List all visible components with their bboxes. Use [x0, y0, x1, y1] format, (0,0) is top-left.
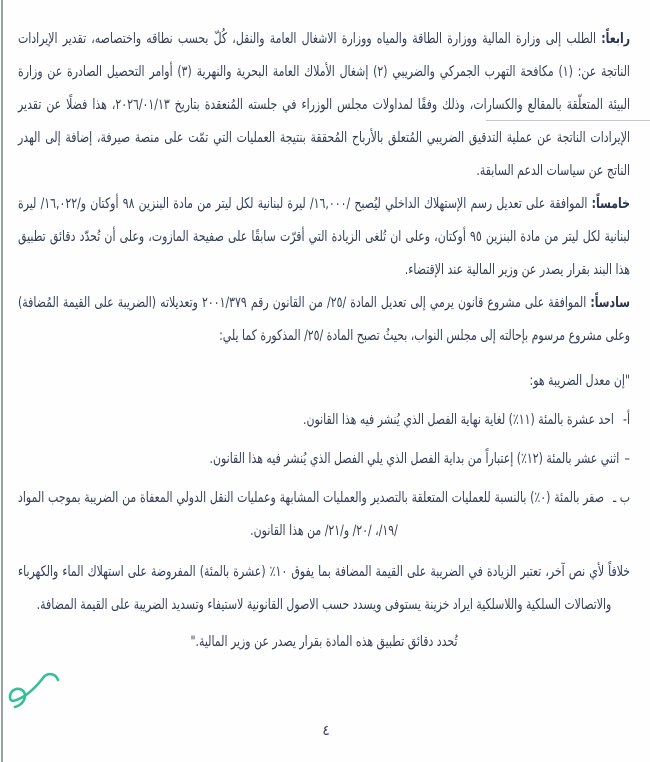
clause-sixth-text: الموافقة على مشروع قانون يرمي إلى تعديل المادة /٢٥/ من القانون رقم ٢٠٠١/٣٧٩ وتعديلاته (الضريبة على القيمة المُضافة) وعلى مشروع مرسوم بإحالته إلى مجلس النواب، بحيثُ تصبح المادة /٢٥/ المذكورة كما يلي: [17, 295, 630, 344]
rate-item-b [18, 482, 630, 548]
clause-fourth-text: الطلب إلى وزارة المالية ووزارة الطاقة والمياه ووزارة الاشغال العامة والنقل، كُلّ بحسب نطاقه واختصاصه، تقدير الإيرادات الناتجة عن: (١) مكافحة التهرب الجمركي والضريبي (٢) إشغال الأملاك العامة البحرية والنهرية (٣) أوامر التحصيل الصادرة عن وزارة البيئة المتعلّقة بالمقالع والكسارات، وذلك وفقًا لمداولات مجلس الوزراء في جلسته المُنعقدة بتاريخ ٢٠٢٦/٠١/١٣، هذا فضلًا عن تقدير الإيرادات الناتجة عن عملية التدقيق الضريبي المُتعلق بالأرباح المُحققة بنتيجة العمليات التي تمّت على منصة صيرفة، إضافة إلى الهدر الناتج عن سياسات الدعم السابقة. [17, 31, 630, 179]
clause-sixth [18, 287, 630, 353]
scan-underline-artifact [486, 120, 650, 121]
rate-item-b-text: صفر بالمئة (٠٪) بالنسبة للعمليات المتعلقة بالتصدير والعمليات المشابهة وعمليات النقل الدولي المعفاة من الضريبة بموجب المواد /١٩/، /٢٠/ و/٢١/ من هذا القانون. [17, 490, 604, 539]
rate-item-a-marker: أ- [623, 412, 630, 428]
page-number: ٤ [322, 723, 330, 739]
clause-sixth-label: سادساً: [590, 295, 631, 311]
rate-item-dash-marker: – [624, 451, 630, 467]
clause-fourth [18, 23, 630, 188]
signature-squiggle [6, 667, 64, 717]
clause-fourth-label: رابعاً: [601, 31, 631, 47]
rate-item-a [18, 404, 630, 437]
document-content [18, 23, 630, 659]
clause-fifth-label: خامساً: [591, 196, 631, 212]
rate-item-a-text: احد عشرة بالمئة (١١٪) لغاية نهاية الفصل الذي يُنشر فيه هذا القانون. [302, 412, 614, 428]
vat-override-paragraph: خلافاً لأي نص آخر، تعتبر الزيادة في الضريبة على القيمة المضافة بما يفوق ١٠٪ (عشرة بالمئة) المفروضة على استهلاك الماء والكهرباء والاتصالات السلكية واللاسلكية ايراد خزينة يستوفى ويسدد حسب الاصول القانونية لاستيفاء وتسديد الضريبة على القيمة المضافة. [17, 564, 630, 613]
scan-edge-line [1, 0, 3, 762]
clause-fifth-text: الموافقة على تعديل رسم الإستهلاك الداخلي ليُصبح /١٦,٠٠٠/ ليرة لبنانية لكل ليتر من مادة البنزين ٩٨ أوكتان و/١٦,٠٢٢/ ليرة لبنانية لكل ليتر من مادة البنزين ٩٥ أوكتان، وعلى ان تُلغى الزيادة التي أقرّت سابقًا على صفيحة المازوت، وعلى أن تُحدّد دقائق تطبيق هذا البند بقرار يصدر عن وزير المالية عند الإقتضاء. [17, 196, 630, 278]
clause-fifth [18, 188, 630, 287]
rate-item-b-marker: ب ـ [613, 490, 630, 506]
rate-item-dash [18, 443, 630, 476]
tax-rate-intro: "إن معدل الضريبة هو: [529, 373, 630, 389]
closing-line: تُحدد دقائق تطبيق هذه المادة بقرار يصدر عن وزير المالية." [190, 634, 458, 650]
rate-item-dash-text: اثني عشر بالمئة (١٢٪) إعتباراً من بداية الفصل الذي يلي الفصل الذي يُنشر فيه هذا القانون. [209, 451, 620, 467]
